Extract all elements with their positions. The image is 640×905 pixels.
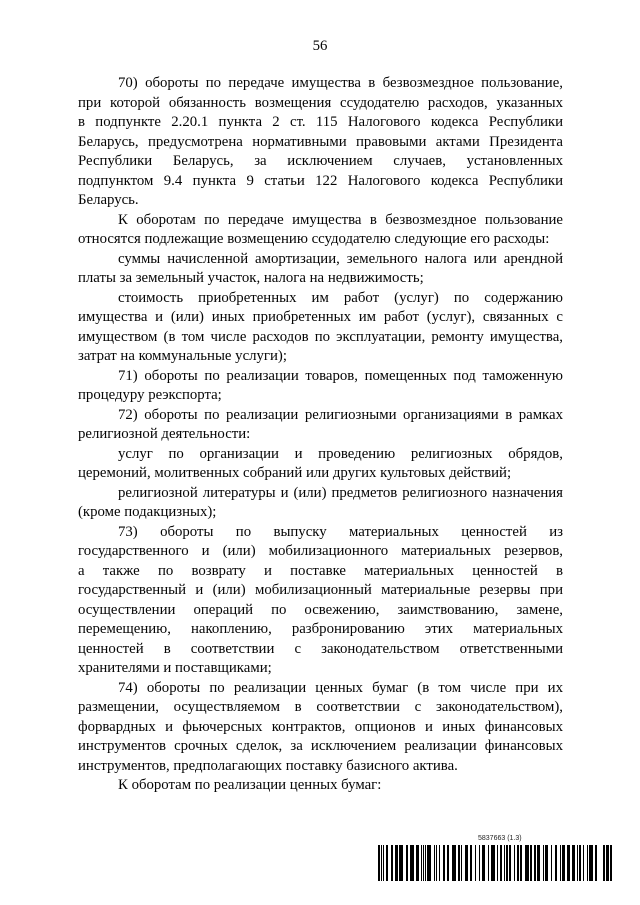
- text-line: форвардных и фьючерсных контрактов, опционов и иных финансовых: [78, 718, 563, 735]
- text-line: Республики Беларусь, за исключением случаев, установленных: [78, 153, 563, 169]
- text-line: Беларусь.: [78, 192, 139, 208]
- text-line: К оборотам по реализации ценных бумаг:: [118, 777, 382, 793]
- paragraph-item-71: [78, 367, 563, 406]
- text-line: размещении, осуществляемом в соответствии с законодательством),: [78, 699, 563, 715]
- paragraph-item-70: [78, 74, 563, 211]
- document-body: [78, 74, 563, 796]
- text-line: затрат на коммунальные услуги);: [78, 348, 287, 364]
- text-line: хранителями и поставщиками;: [78, 660, 272, 676]
- text-line: имуществом (в том числе расходов по эксплуатации, ремонту имущества,: [78, 328, 563, 345]
- text-line: ценностей в соответствии с законодательством ответственными: [78, 640, 563, 657]
- paragraph-religious-services: [78, 445, 563, 484]
- text-line: религиозной литературы и (или) предметов религиозного назначения: [118, 484, 563, 501]
- text-line: Беларусь, предусмотрена нормативными правовыми актами Президента: [78, 133, 563, 150]
- paragraph-religious-literature: [78, 484, 563, 523]
- paragraph-depreciation-costs: [78, 250, 563, 289]
- text-line: процедуру реэкспорта;: [78, 387, 222, 403]
- text-line: перемещению, накоплению, разбронированию этих материальных: [78, 621, 563, 637]
- text-line: инструментов срочных сделок, за исключением реализации финансовых: [78, 738, 563, 754]
- text-line: имущества и (или) иных приобретенных им работ (услуг), связанных с: [78, 309, 563, 325]
- text-line: 74) обороты по реализации ценных бумаг (в том числе при их: [118, 679, 563, 696]
- text-line: стоимость приобретенных им работ (услуг) по содержанию: [118, 289, 563, 306]
- text-line: К оборотам по передаче имущества в безвозмездное пользование: [118, 211, 563, 228]
- text-line: 73) обороты по выпуску материальных ценностей из: [118, 523, 563, 540]
- barcode: [378, 845, 612, 881]
- text-line: относятся подлежащие возмещению ссудодателю следующие его расходы:: [78, 231, 550, 247]
- text-line: 70) обороты по передаче имущества в безвозмездное пользование,: [118, 75, 563, 91]
- text-line: при которой обязанность возмещения ссудодателю расходов, указанных: [78, 94, 563, 111]
- text-line: государственного и (или) мобилизационного материальных резервов,: [78, 543, 563, 559]
- text-line: инструментов, предполагающих поставку базисного актива.: [78, 757, 458, 774]
- text-line: (кроме подакцизных);: [78, 504, 217, 520]
- text-line: религиозной деятельности:: [78, 426, 251, 442]
- paragraph-compensation-intro: [78, 211, 563, 250]
- text-line: суммы начисленной амортизации, земельного налога или арендной: [118, 250, 563, 267]
- paragraph-item-73: [78, 523, 563, 679]
- page-number: 56: [312, 38, 328, 54]
- text-line: а также по возврату и поставке материальных ценностей в: [78, 562, 563, 579]
- barcode-bars: [378, 845, 612, 881]
- paragraph-item-74: [78, 679, 563, 777]
- paragraph-maintenance-costs: [78, 289, 563, 367]
- paragraph-item-72: [78, 406, 563, 445]
- text-line: услуг по организации и проведению религиозных обрядов,: [118, 445, 563, 462]
- text-line: подпунктом 9.4 пункта 9 статьи 122 Налогового кодекса Республики: [78, 172, 563, 189]
- text-line: 72) обороты по реализации религиозными организациями в рамках: [118, 406, 563, 423]
- text-line: в подпункте 2.20.1 пункта 2 ст. 115 Налогового кодекса Республики: [78, 114, 563, 130]
- barcode-caption: 5837663 (1.3): [478, 835, 522, 842]
- text-line: государственный и (или) мобилизационный материальные резервы при: [78, 582, 563, 598]
- text-line: 71) обороты по реализации товаров, помещенных под таможенную: [118, 367, 563, 384]
- text-line: осуществлении операций по освежению, заимствованию, замене,: [78, 601, 563, 618]
- paragraph-securities-intro: [78, 776, 563, 796]
- text-line: платы за земельный участок, налога на недвижимость;: [78, 270, 424, 286]
- text-line: церемоний, молитвенных собраний или других культовых действий;: [78, 465, 512, 481]
